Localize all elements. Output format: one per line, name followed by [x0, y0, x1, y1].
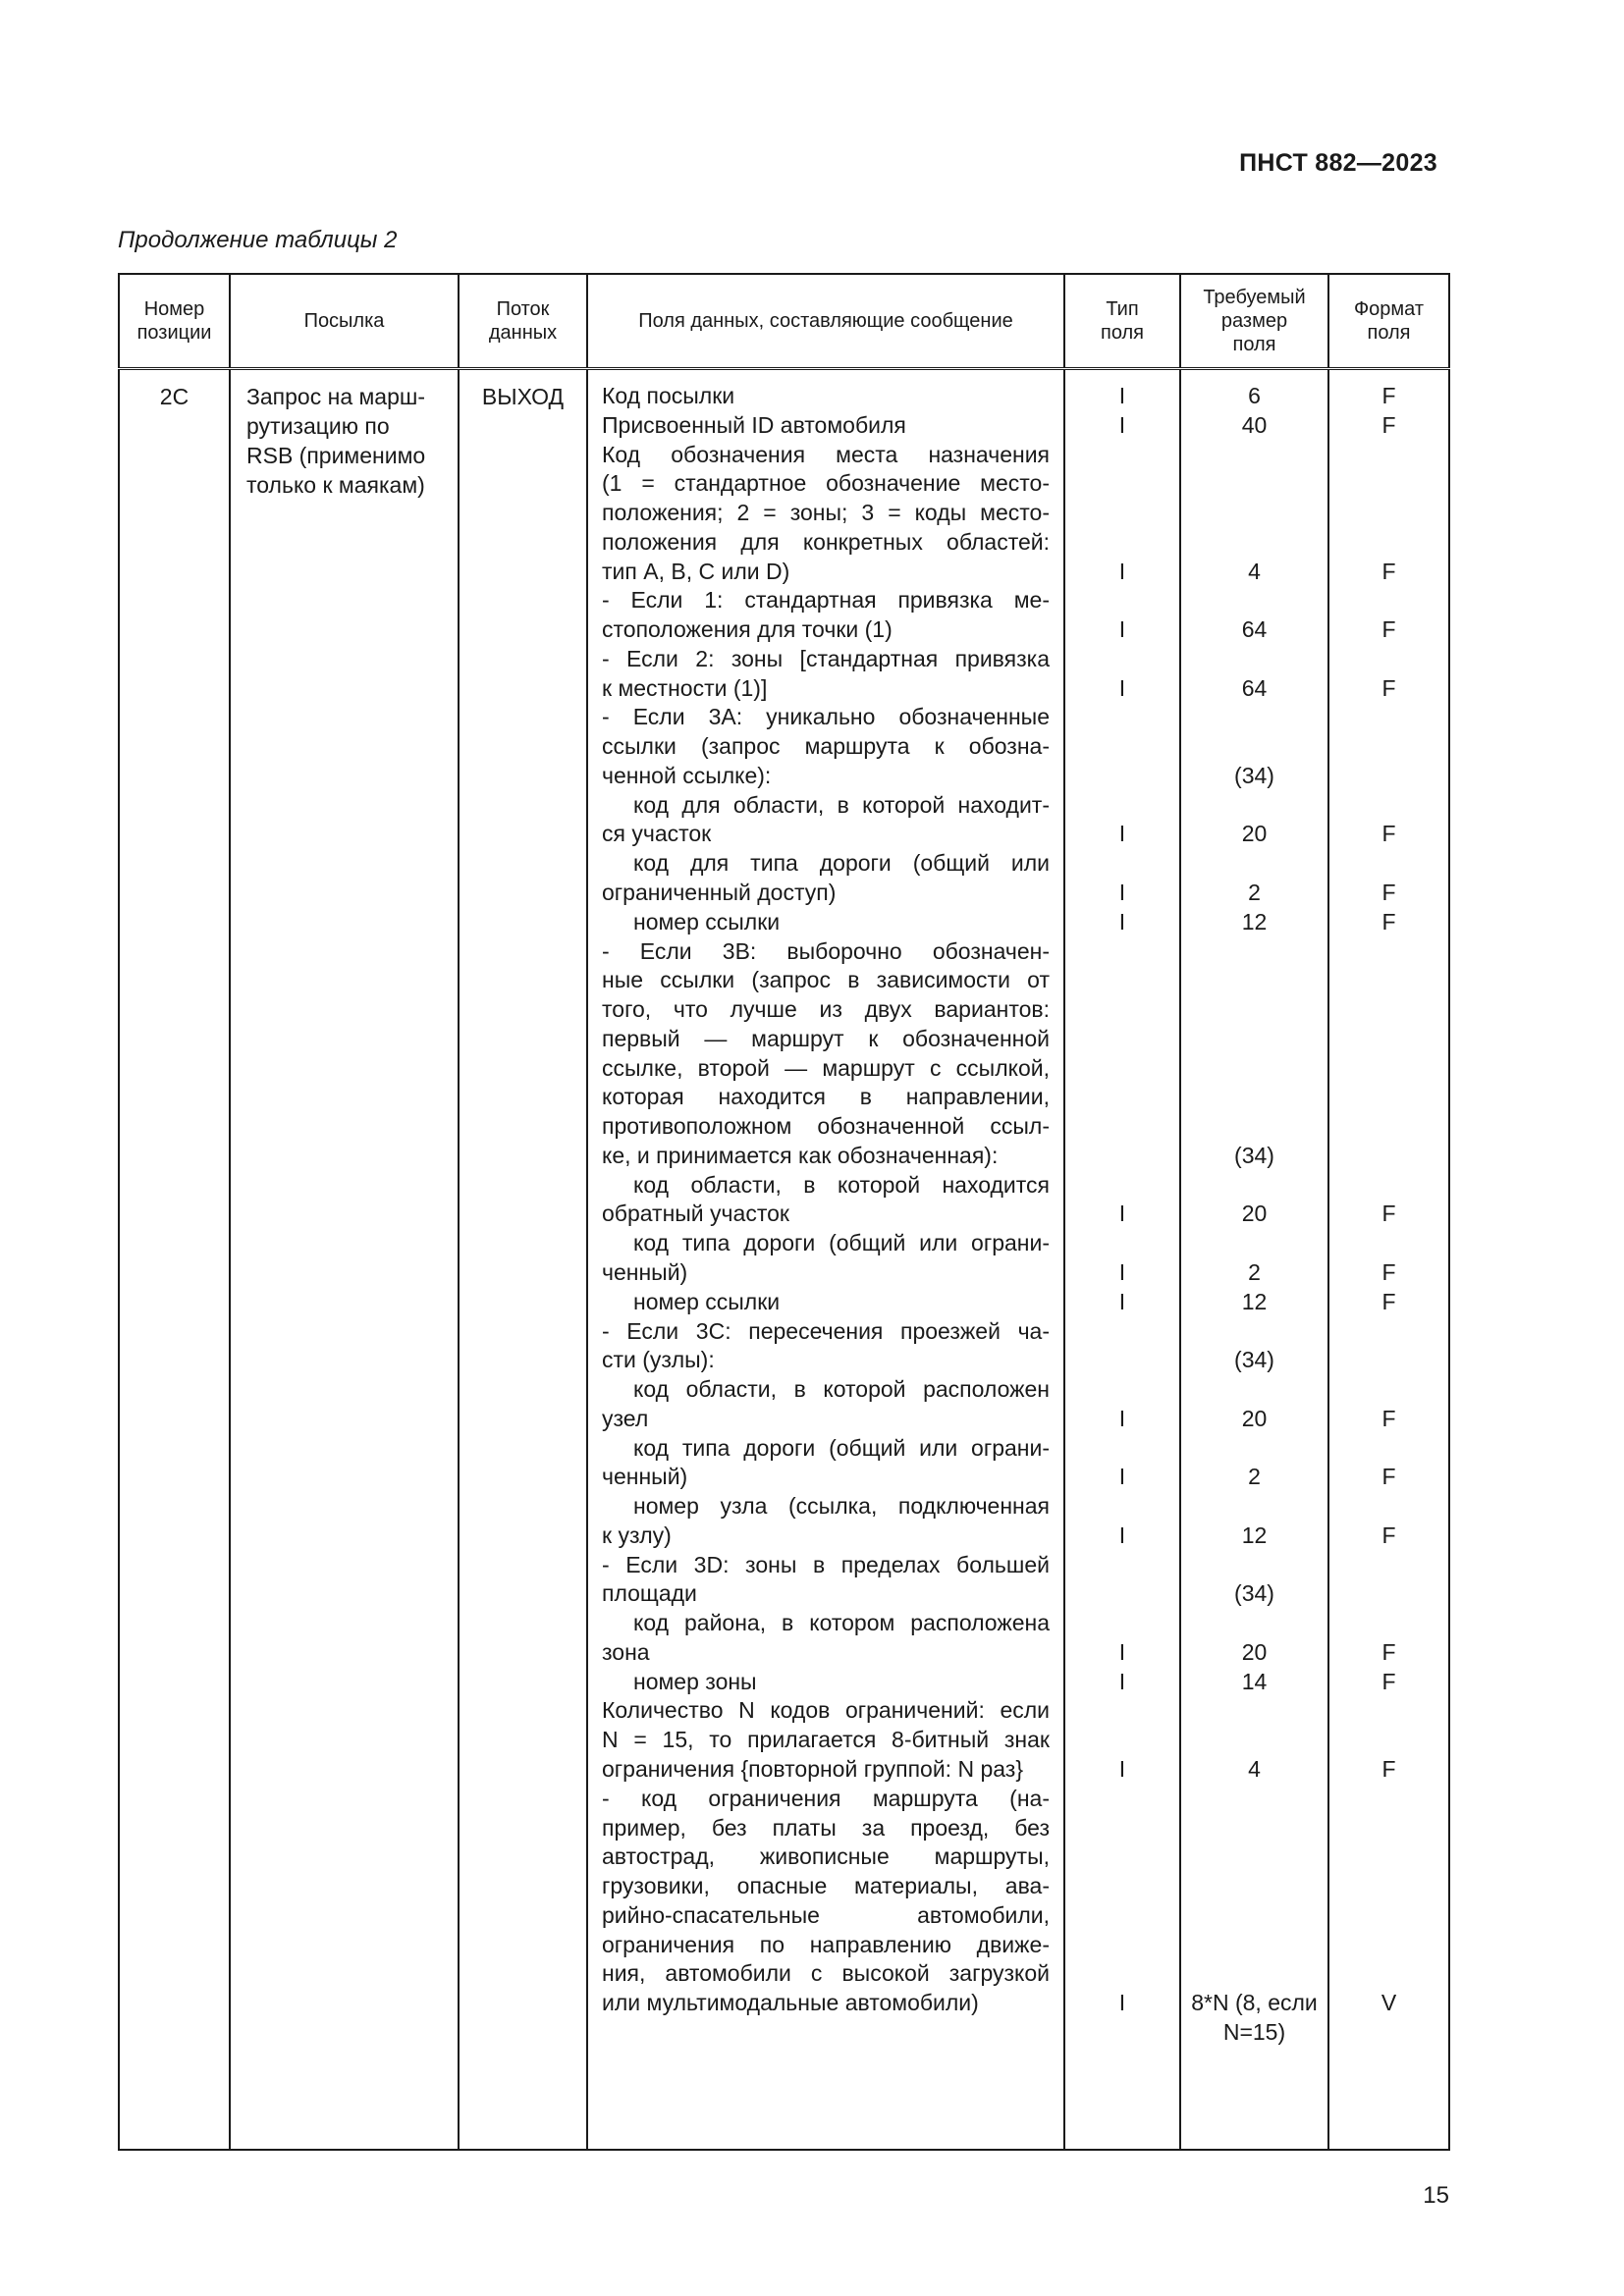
field-line: номер ссылки	[633, 908, 781, 934]
type-value	[1065, 1551, 1179, 1580]
type-value	[1065, 1229, 1179, 1258]
field-line: N = 15, то прилагается 8-битный знак	[602, 1727, 1050, 1753]
format-value	[1329, 937, 1448, 967]
size-value: 64	[1241, 674, 1268, 701]
type-value	[1065, 732, 1179, 762]
size-cell	[1180, 369, 1328, 2150]
field-line: которая находится в направлении,	[602, 1084, 1050, 1110]
format-value	[1329, 1931, 1448, 1960]
size-value: N=15)	[1222, 2018, 1286, 2045]
format-value	[1329, 791, 1448, 821]
format-value	[1329, 1346, 1448, 1375]
table-row	[119, 369, 1449, 2150]
type-value: I	[1118, 1201, 1126, 1227]
table-caption: Продолжение таблицы 2	[118, 227, 398, 253]
format-value	[1329, 1083, 1448, 1112]
format-value	[1329, 1171, 1448, 1201]
format-value: F	[1381, 1201, 1396, 1227]
type-value	[1065, 966, 1179, 995]
fields-cell	[587, 369, 1064, 2150]
size-value	[1181, 1726, 1327, 1755]
field-line: ченный)	[602, 1258, 688, 1285]
field-line: автострад, живописные маршруты,	[602, 1843, 1050, 1870]
size-value: 8*N (8, если	[1191, 1990, 1318, 2016]
header-field-size	[1180, 274, 1328, 369]
format-value	[1329, 966, 1448, 995]
size-value: 6	[1248, 383, 1261, 408]
type-value	[1065, 586, 1179, 615]
field-line: ся участок	[602, 821, 712, 847]
field-line	[602, 2018, 1050, 2048]
size-value: 20	[1241, 821, 1268, 847]
size-value: (34)	[1234, 762, 1274, 788]
field-line: сти (узлы):	[602, 1347, 715, 1373]
type-value: I	[1118, 558, 1126, 584]
format-value	[1329, 703, 1448, 732]
field-line: стоположения для точки (1)	[602, 616, 893, 643]
size-value	[1181, 1551, 1327, 1580]
position-cell: 2C	[119, 369, 230, 2150]
header-position	[119, 274, 230, 369]
field-line: тип А, В, С или D)	[602, 558, 790, 584]
type-value	[1065, 762, 1179, 791]
size-value	[1181, 1229, 1327, 1258]
field-line: Код обозначения места назначения	[602, 441, 1050, 467]
flow-cell: ВЫХОД	[459, 369, 587, 2150]
field-line: Присвоенный ID автомобиля	[602, 411, 906, 438]
field-line: код типа дороги (общий или ограни-	[633, 1434, 1050, 1461]
field-line: код для области, в которой находит-	[633, 791, 1050, 818]
format-value: F	[1381, 1638, 1396, 1665]
type-value	[1065, 1609, 1179, 1638]
field-line: узел	[602, 1405, 649, 1431]
format-value	[1329, 469, 1448, 499]
field-line: номер узла (ссылка, подключенная	[633, 1493, 1050, 1520]
size-value	[1181, 703, 1327, 732]
header-field-format	[1328, 274, 1449, 369]
size-value: 20	[1241, 1405, 1268, 1431]
format-value	[1329, 1842, 1448, 1872]
size-value	[1181, 528, 1327, 558]
type-value: I	[1118, 1288, 1126, 1314]
size-value	[1181, 1375, 1327, 1405]
type-value	[1065, 1346, 1179, 1375]
text-line: Поток	[496, 298, 550, 320]
format-value	[1329, 1814, 1448, 1843]
type-value	[1065, 1083, 1179, 1112]
type-value	[1065, 1842, 1179, 1872]
text-line: поля	[1367, 322, 1411, 344]
size-value: 12	[1241, 1522, 1268, 1548]
type-value: I	[1118, 1668, 1126, 1694]
size-value: 40	[1241, 411, 1268, 438]
text-line: поля	[1232, 334, 1276, 355]
type-value: I	[1118, 821, 1126, 847]
size-value: 64	[1241, 616, 1268, 643]
field-line: - Если 3B: выборочно обозначен-	[602, 937, 1050, 964]
type-value	[1065, 1872, 1179, 1901]
format-value: F	[1381, 674, 1396, 701]
field-line: положения для конкретных областей:	[602, 528, 1050, 555]
field-line: к местности (1)]	[602, 674, 768, 701]
format-value	[1329, 1872, 1448, 1901]
text-line: RSB (применимо	[246, 443, 426, 468]
type-value	[1065, 1112, 1179, 1142]
type-value: I	[1118, 1405, 1126, 1431]
text-line: Посылка	[303, 310, 385, 332]
field-line: - Если 1: стандартная привязка ме-	[602, 587, 1050, 614]
field-line: того, что лучше из двух вариантов:	[602, 996, 1050, 1023]
format-value: F	[1381, 1405, 1396, 1431]
size-value: 12	[1241, 1288, 1268, 1314]
format-value	[1329, 1317, 1448, 1347]
size-value	[1181, 732, 1327, 762]
type-value	[1065, 1901, 1179, 1931]
format-value	[1329, 645, 1448, 674]
type-cell	[1064, 369, 1180, 2150]
size-value	[1181, 1025, 1327, 1054]
type-value	[1065, 441, 1179, 470]
size-value	[1181, 1171, 1327, 1201]
type-value	[1065, 1054, 1179, 1084]
format-value	[1329, 441, 1448, 470]
field-line: к узлу)	[602, 1522, 672, 1548]
field-line: код области, в которой расположен	[633, 1376, 1050, 1403]
type-value	[1065, 791, 1179, 821]
format-value	[1329, 1492, 1448, 1522]
type-value: I	[1118, 908, 1126, 934]
format-value	[1329, 1054, 1448, 1084]
field-line: ссылки (запрос маршрута к обозна-	[602, 733, 1050, 760]
field-line: - Если 3А: уникально обозначенные	[602, 704, 1050, 730]
size-value	[1181, 1054, 1327, 1084]
field-line: - Если 3С: пересечения проезжей ча-	[602, 1317, 1050, 1344]
field-line: ограничения по направлению движе-	[602, 1931, 1050, 1957]
type-value	[1065, 703, 1179, 732]
field-line: грузовики, опасные материалы, ава-	[602, 1873, 1050, 1899]
size-value	[1181, 849, 1327, 879]
type-value	[1065, 1726, 1179, 1755]
size-value	[1181, 1872, 1327, 1901]
header-data-flow	[459, 274, 587, 369]
size-value: 20	[1241, 1638, 1268, 1665]
format-value: F	[1381, 908, 1396, 934]
type-value	[1065, 1492, 1179, 1522]
header-data-fields	[587, 274, 1064, 369]
format-value: F	[1381, 558, 1396, 584]
field-line: первый — маршрут к обозначенной	[602, 1025, 1050, 1051]
field-line: Код посылки	[602, 383, 735, 408]
size-value: 12	[1241, 908, 1268, 934]
size-value: 4	[1248, 558, 1261, 584]
size-value	[1181, 937, 1327, 967]
text-line: поля	[1100, 322, 1144, 344]
format-value	[1329, 732, 1448, 762]
format-value	[1329, 1901, 1448, 1931]
format-value	[1329, 1609, 1448, 1638]
format-value: F	[1381, 1288, 1396, 1314]
size-value: 2	[1248, 1464, 1261, 1490]
type-value	[1065, 995, 1179, 1025]
text-line: Тип	[1106, 298, 1139, 320]
format-value	[1329, 849, 1448, 879]
type-value	[1065, 1959, 1179, 1989]
text-line: Номер	[143, 298, 205, 320]
text-line: данных	[488, 322, 558, 344]
type-value: I	[1118, 674, 1126, 701]
type-value	[1065, 528, 1179, 558]
format-value	[1329, 1726, 1448, 1755]
document-code: ПНСТ 882—2023	[1239, 149, 1437, 177]
size-value	[1181, 1492, 1327, 1522]
size-value	[1181, 1959, 1327, 1989]
type-value: I	[1118, 1258, 1126, 1285]
size-value	[1181, 1083, 1327, 1112]
format-value	[1329, 762, 1448, 791]
field-line: положения; 2 = зоны; 3 = коды место-	[602, 500, 1050, 526]
field-line: код области, в которой находится	[633, 1171, 1050, 1198]
type-value	[1065, 1696, 1179, 1726]
field-line: или мультимодальные автомобили)	[602, 1990, 979, 2016]
format-value	[1329, 1142, 1448, 1171]
field-line: ке, и принимается как обозначенная):	[602, 1142, 999, 1168]
message-cell	[230, 369, 459, 2150]
size-value	[1181, 1609, 1327, 1638]
type-value	[1065, 1142, 1179, 1171]
type-value	[1065, 1025, 1179, 1054]
size-value: 2	[1248, 880, 1261, 906]
format-value: V	[1380, 1990, 1397, 2016]
size-value	[1181, 791, 1327, 821]
size-value: 4	[1248, 1755, 1261, 1782]
field-line: ченный)	[602, 1464, 688, 1490]
size-value	[1181, 441, 1327, 470]
type-value	[1065, 1171, 1179, 1201]
type-value: I	[1118, 1755, 1126, 1782]
type-value	[1065, 1375, 1179, 1405]
type-value	[1065, 1931, 1179, 1960]
type-value	[1065, 469, 1179, 499]
format-value: F	[1381, 383, 1396, 408]
field-line: зона	[602, 1638, 650, 1665]
text-line: размер	[1220, 310, 1288, 332]
format-value: F	[1381, 1464, 1396, 1490]
text-line: позиции	[136, 322, 212, 344]
type-value: I	[1118, 411, 1126, 438]
format-value	[1329, 1785, 1448, 1814]
format-value: F	[1381, 821, 1396, 847]
format-value	[1329, 1696, 1448, 1726]
type-value	[1065, 1434, 1179, 1464]
size-value	[1181, 1112, 1327, 1142]
format-value	[1329, 1434, 1448, 1464]
format-value	[1329, 1025, 1448, 1054]
format-value: F	[1381, 411, 1396, 438]
field-line: ограниченный доступ)	[602, 880, 837, 906]
field-line: ния, автомобили с высокой загрузкой	[602, 1960, 1050, 1987]
size-value	[1181, 469, 1327, 499]
format-value	[1329, 1229, 1448, 1258]
field-line: - код ограничения маршрута (на-	[602, 1785, 1050, 1811]
size-value	[1181, 966, 1327, 995]
field-line: номер ссылки	[633, 1288, 781, 1314]
size-value	[1181, 1842, 1327, 1872]
type-value: I	[1118, 880, 1126, 906]
type-value	[1065, 1814, 1179, 1843]
size-value	[1181, 499, 1327, 528]
size-value	[1181, 586, 1327, 615]
type-value: I	[1118, 383, 1126, 408]
text-line: только к маякам)	[246, 472, 425, 498]
header-message	[230, 274, 459, 369]
field-line: код района, в котором расположена	[633, 1610, 1050, 1636]
field-line: пример, без платы за проезд, без	[602, 1814, 1050, 1841]
text-line: Формат	[1353, 298, 1425, 320]
text-line: Запрос на марш-	[246, 384, 426, 409]
text-line: Поля данных, составляющие сообщение	[638, 310, 1013, 332]
size-value	[1181, 1434, 1327, 1464]
type-value	[1065, 1317, 1179, 1347]
field-line: обратный участок	[602, 1201, 789, 1227]
size-value: (34)	[1234, 1347, 1274, 1373]
field-line: - Если 3D: зоны в пределах большей	[602, 1551, 1050, 1577]
format-cell	[1328, 369, 1449, 2150]
size-value: (34)	[1234, 1142, 1274, 1168]
field-line: - Если 2: зоны [стандартная привязка	[602, 645, 1050, 671]
field-line: код типа дороги (общий или ограни-	[633, 1230, 1050, 1256]
format-value: F	[1381, 1522, 1396, 1548]
type-value	[1065, 1579, 1179, 1609]
size-value: 20	[1241, 1201, 1268, 1227]
format-value	[1329, 995, 1448, 1025]
format-value	[1329, 2018, 1448, 2048]
header-field-type	[1064, 274, 1180, 369]
format-value	[1329, 1551, 1448, 1580]
type-value: I	[1118, 1464, 1126, 1490]
type-value	[1065, 849, 1179, 879]
field-line: рийно-спасательные автомобили,	[602, 1901, 1050, 1928]
format-value: F	[1381, 1668, 1396, 1694]
format-value	[1329, 1375, 1448, 1405]
type-value	[1065, 645, 1179, 674]
size-value	[1181, 1696, 1327, 1726]
text-line: рутизацию по	[246, 413, 390, 439]
field-line: ограничения {повторной группой: N раз}	[602, 1755, 1024, 1782]
size-value	[1181, 1317, 1327, 1347]
field-line: площади	[602, 1580, 697, 1607]
format-value: F	[1381, 616, 1396, 643]
size-value	[1181, 645, 1327, 674]
format-value	[1329, 1579, 1448, 1609]
type-value	[1065, 937, 1179, 967]
field-line: номер зоны	[633, 1668, 757, 1694]
format-value	[1329, 1959, 1448, 1989]
format-value	[1329, 528, 1448, 558]
field-line: код для типа дороги (общий или	[633, 850, 1050, 877]
type-value	[1065, 1785, 1179, 1814]
type-value: I	[1118, 1990, 1126, 2016]
type-value	[1065, 499, 1179, 528]
format-value: F	[1381, 880, 1396, 906]
field-line: противоположном обозначенной ссыл-	[602, 1113, 1050, 1140]
size-value	[1181, 1814, 1327, 1843]
size-value	[1181, 1931, 1327, 1960]
data-table	[118, 273, 1450, 2151]
type-value: I	[1118, 1638, 1126, 1665]
size-value: 2	[1248, 1258, 1261, 1285]
field-line: (1 = стандартное обозначение место-	[602, 470, 1050, 497]
size-value	[1181, 1901, 1327, 1931]
field-line: ссылке, второй — маршрут с ссылкой,	[602, 1054, 1050, 1081]
field-line: ченной ссылке):	[602, 762, 772, 788]
text-line: Требуемый	[1203, 287, 1306, 308]
size-value	[1181, 1785, 1327, 1814]
format-value	[1329, 1112, 1448, 1142]
field-line: Количество N кодов ограничений: если	[602, 1697, 1050, 1724]
type-value	[1065, 2018, 1179, 2048]
format-value	[1329, 586, 1448, 615]
size-value	[1181, 995, 1327, 1025]
format-value: F	[1381, 1258, 1396, 1285]
size-value: (34)	[1234, 1580, 1274, 1607]
table-header-row	[119, 274, 1449, 369]
size-value: 14	[1241, 1668, 1268, 1694]
field-line: ные ссылки (запрос в зависимости от	[602, 967, 1050, 993]
format-value: F	[1381, 1755, 1396, 1782]
format-value	[1329, 499, 1448, 528]
type-value: I	[1118, 1522, 1126, 1548]
page-number: 15	[1423, 2182, 1449, 2209]
type-value: I	[1118, 616, 1126, 643]
